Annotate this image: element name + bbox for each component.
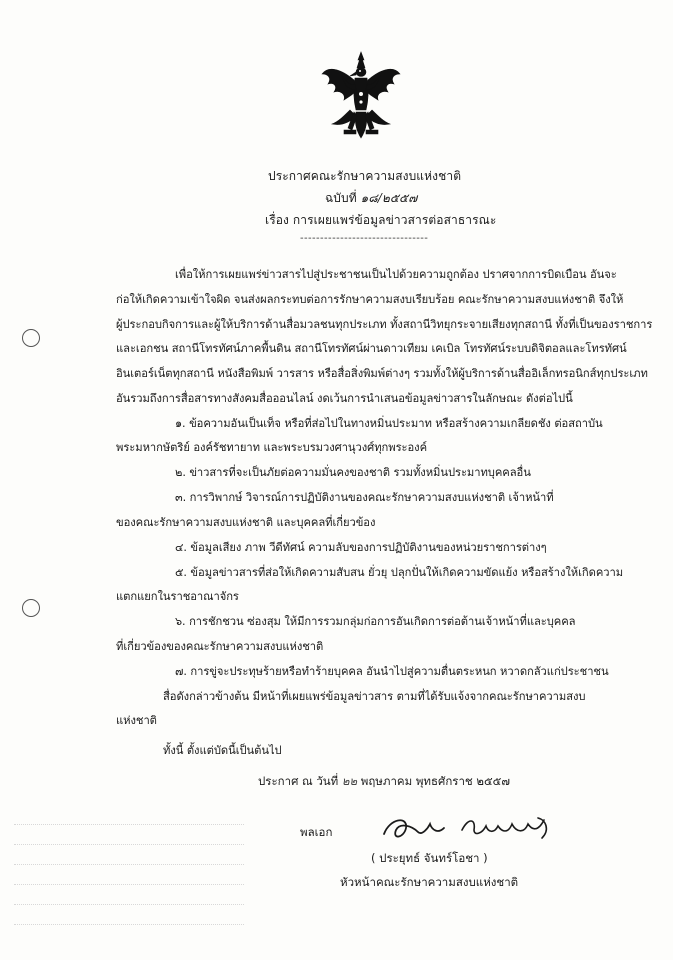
- announcement-number: [325, 189, 417, 208]
- number-value: ๑๘/๒๕๕๗: [360, 191, 418, 205]
- date-month-year: พฤษภาคม พุทธศักราช ๒๕๕๗: [360, 774, 511, 788]
- item-7-line: ๗. การขู่จะประทุษร้ายหรือทำร้ายบุคคล อันนำไปสู่ความตื่นตระหนก หวาดกลัวแก่ประชาชน: [175, 665, 609, 678]
- preamble-line: อินเตอร์เน็ตทุกสถานี หนังสือพิมพ์ วารสาร หรือสื่อสิ่งพิมพ์ต่างๆ รวมทั้งให้ผู้บริการด้านสื่ออิเล็กทรอนิกส์ทุกประเภท: [116, 367, 648, 380]
- item-5-line: ๕. ข้อมูลข่าวสารที่ส่อให้เกิดความสับสน ยั่วยุ ปลุกปั่นให้เกิดความขัดแย้ง หรือสร้างให้เกิดความ: [175, 566, 624, 579]
- item-6-line: ๖. การชักชวน ซ่องสุม ให้มีการรวมกลุ่มก่อการอันเกิดการต่อต้านเจ้าหน้าที่และบุคคล: [175, 615, 576, 628]
- announcement-title: ประกาศคณะรักษาความสงบแห่งชาติ: [268, 169, 462, 183]
- item-3-line: ของคณะรักษาความสงบแห่งชาติ และบุคคลที่เกี่ยวข้อง: [116, 516, 376, 529]
- preamble-line: เพื่อให้การเผยแพร่ข่าวสารไปสู่ประชาชนเป็นไปด้วยความถูกต้อง ปราศจากการบิดเบือน อันจะ: [175, 268, 617, 281]
- item-7-line: แห่งชาติ: [116, 714, 157, 727]
- item-2-line: ๒. ข่าวสารที่จะเป็นภัยต่อความมั่นคงของชาติ รวมทั้งหมิ่นประมาทบุคคลอื่น: [175, 466, 531, 479]
- item-1-line: พระมหากษัตริย์ องค์รัชทายาท และพระบรมวงศานุวงศ์ทุกพระองค์: [116, 441, 428, 454]
- header-divider: --------------------------------: [300, 233, 429, 244]
- item-1-line: ๑. ข้อความอันเป็นเท็จ หรือที่ส่อไปในทางหมิ่นประมาท หรือสร้างความเกลียดชัง ต่อสถาบัน: [175, 417, 603, 430]
- punch-hole-bottom: [22, 599, 40, 617]
- item-4-line: ๔. ข้อมูลเสียง ภาพ วีดีทัศน์ ความลับของการปฏิบัติงานของหน่วยราชการต่างๆ: [175, 541, 547, 554]
- effective-statement: ทั้งนี้ ตั้งแต่บัดนี้เป็นต้นไป: [163, 744, 282, 757]
- date-prefix: ประกาศ ณ วันที่: [258, 774, 339, 788]
- signer-rank: พลเอก: [300, 825, 333, 839]
- garuda-emblem-icon: [320, 50, 402, 148]
- preamble-line: ก่อให้เกิดความเข้าใจผิด จนส่งผลกระทบต่อการรักษาความสงบเรียบร้อย คณะรักษาความสงบแห่งชาติ จึงให้: [116, 293, 624, 306]
- bleed-through-rows: [0, 818, 673, 960]
- item-6-line: ที่เกี่ยวข้องของคณะรักษาความสงบแห่งชาติ: [116, 640, 324, 653]
- item-5-line: แตกแยกในราชอาณาจักร: [116, 590, 239, 603]
- date-day: ๒๒: [341, 774, 358, 788]
- preamble-line: และเอกชน สถานีโทรทัศน์ภาคพื้นดิน สถานีโทรทัศน์ผ่านดาวเทียม เคเบิล โทรทัศน์ระบบดิจิตอลและโทรทัศน์: [116, 342, 627, 355]
- item-3-line: ๓. การวิพากษ์ วิจารณ์การปฏิบัติงานของคณะรักษาความสงบแห่งชาติ เจ้าหน้าที่: [175, 491, 554, 504]
- punch-hole-top: [22, 329, 40, 347]
- announcement-subject: เรื่อง การเผยแพร่ข้อมูลข่าวสารต่อสาธารณะ: [265, 213, 497, 227]
- announcement-date: [258, 773, 510, 791]
- preamble-line: ผู้ประกอบกิจการและผู้ให้บริการด้านสื่อมวลชนทุกประเภท ทั้งสถานีวิทยุกระจายเสียงทุกสถานี ทั้งที่เป็นของราชการ: [116, 318, 653, 331]
- signer-position: หัวหน้าคณะรักษาความสงบแห่งชาติ: [340, 875, 519, 889]
- signer-name: ( ประยุทธ์ จันทร์โอชา ): [371, 851, 488, 865]
- number-prefix: ฉบับที่: [325, 191, 357, 205]
- preamble-line: อันรวมถึงการสื่อสารทางสังคมสื่อออนไลน์ งดเว้นการนำเสนอข้อมูลข่าวสารในลักษณะ ดังต่อไปนี้: [116, 392, 573, 405]
- item-7-line: สื่อดังกล่าวข้างต้น มีหน้าที่เผยแพร่ข้อมูลข่าวสาร ตามที่ได้รับแจ้งจากคณะรักษาความสงบ: [163, 690, 586, 703]
